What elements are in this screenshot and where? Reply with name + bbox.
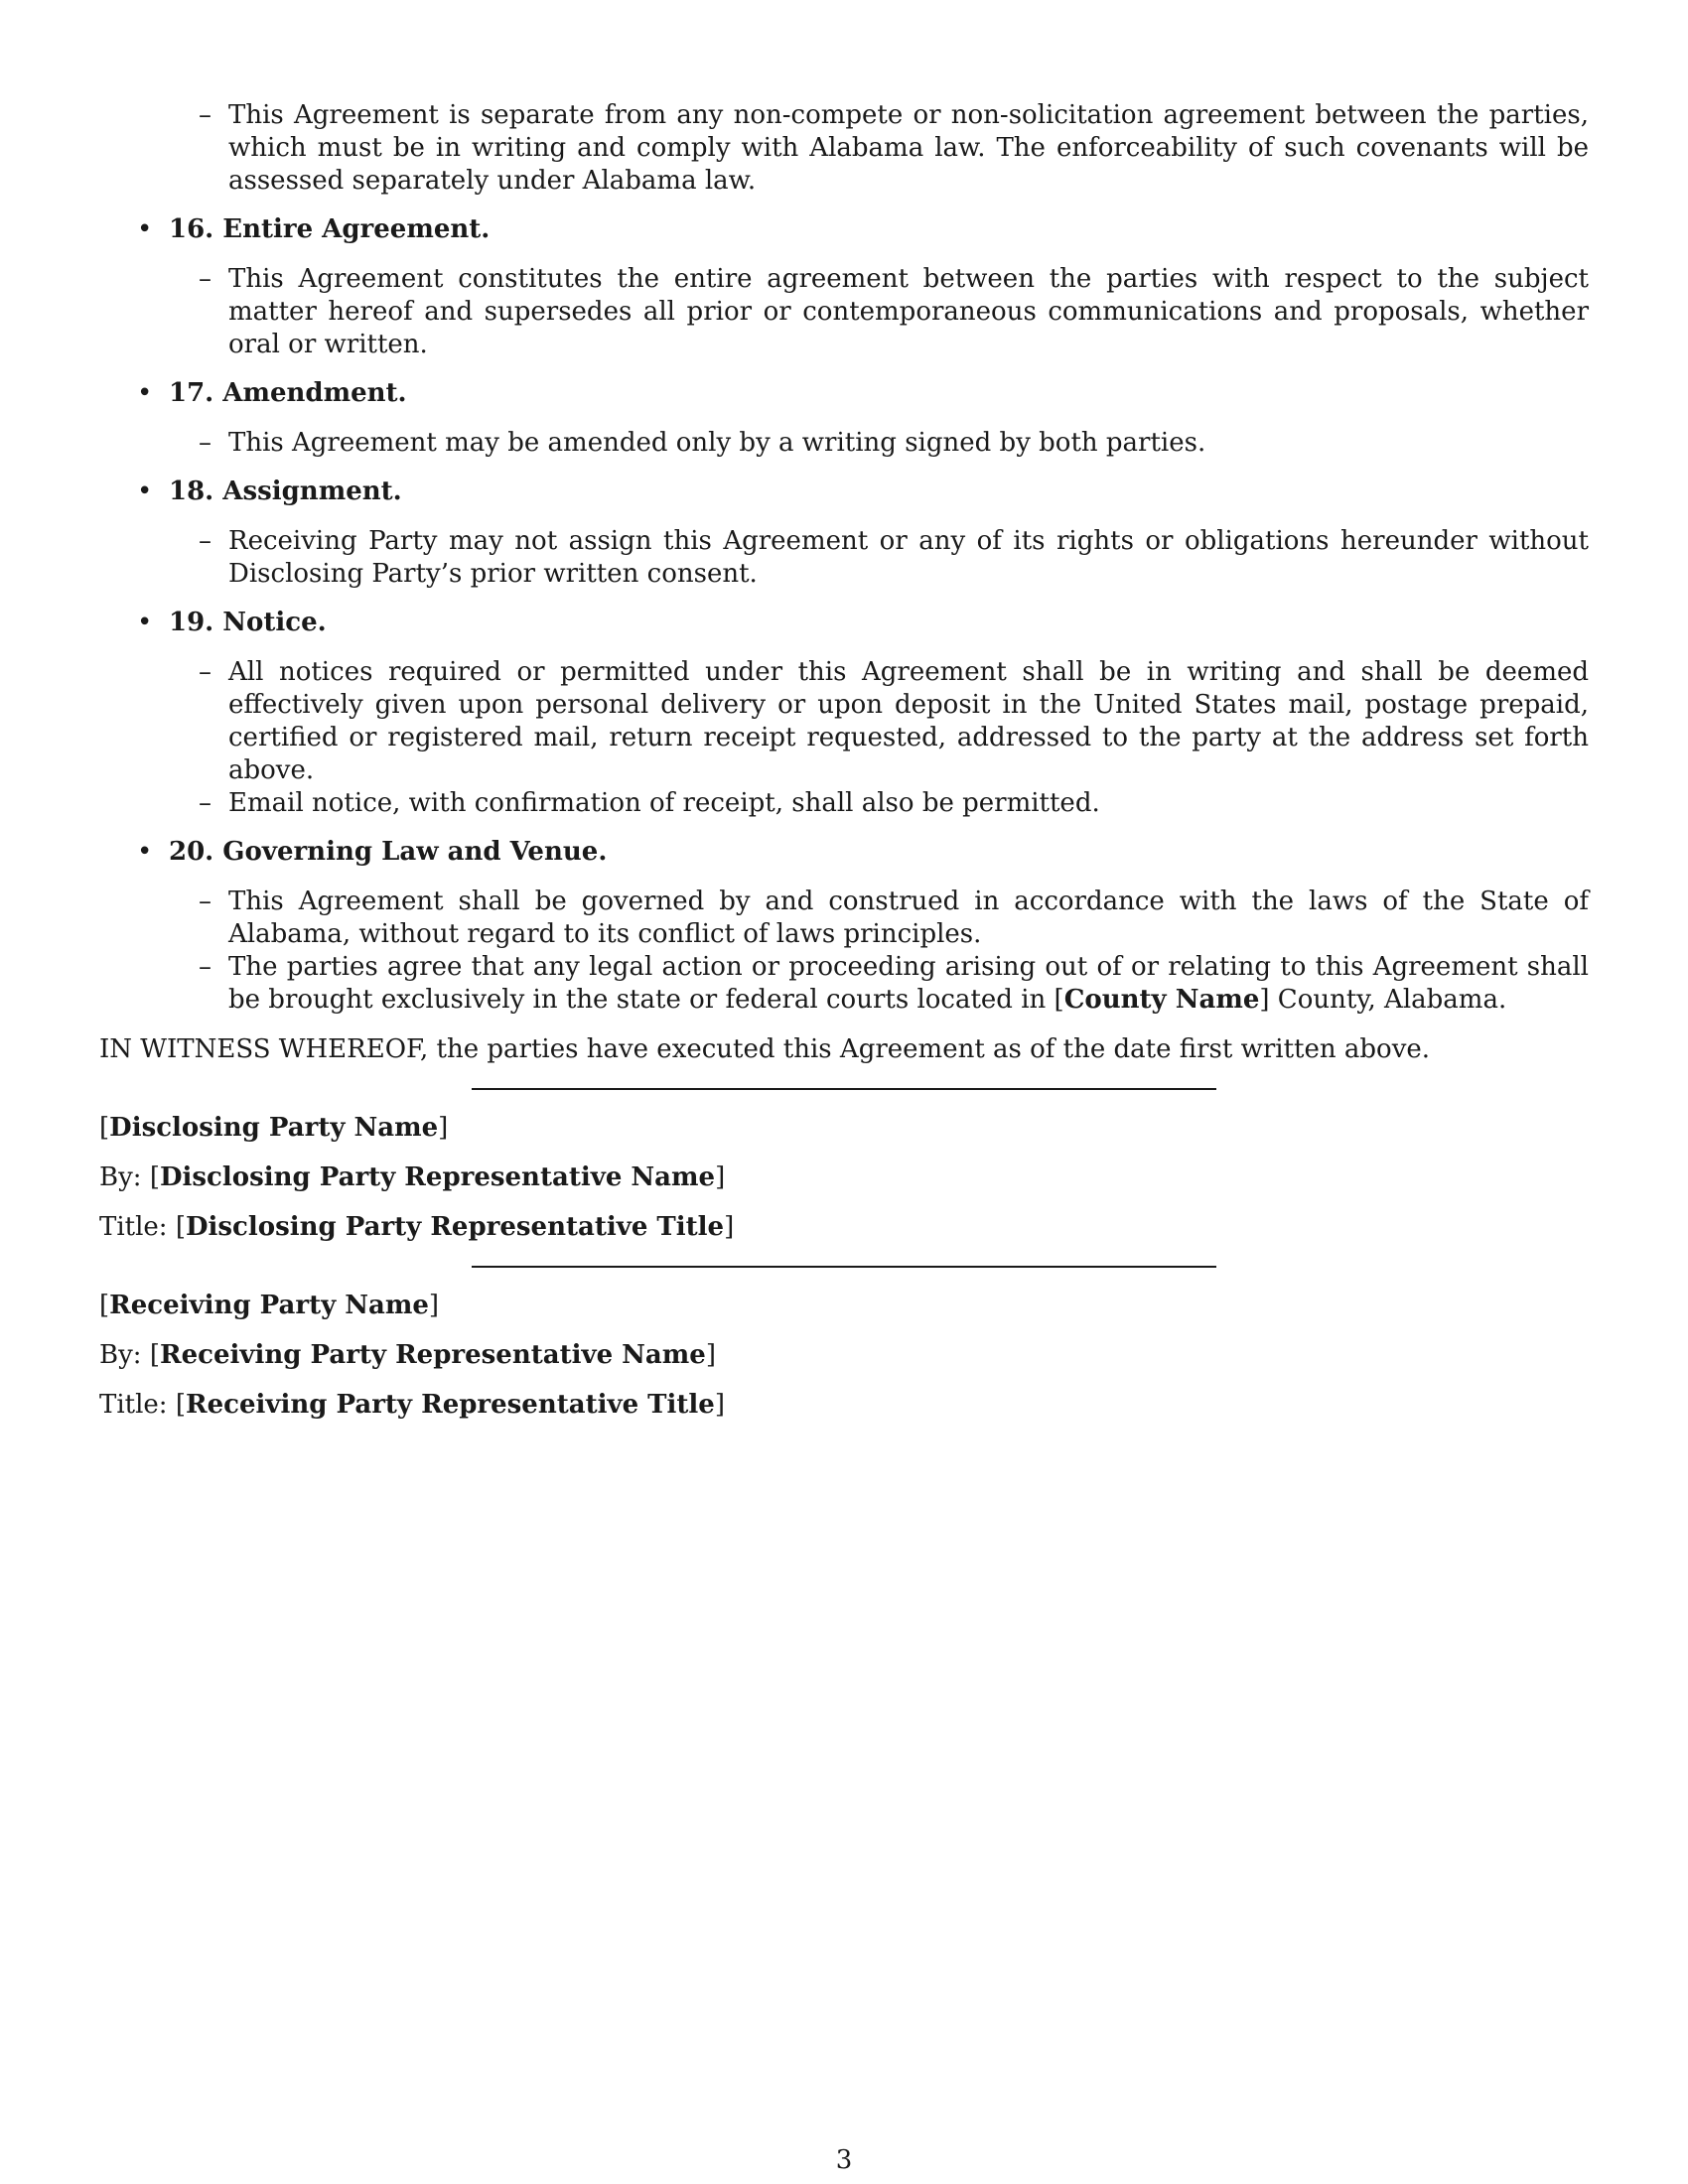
section-heading xyxy=(99,476,1589,508)
by-label: By: xyxy=(99,1162,142,1192)
disclosing-party-title: Title: [Disclosing Party Representative Title] xyxy=(99,1212,735,1242)
title-label: Title: xyxy=(99,1212,168,1242)
list-item xyxy=(99,951,1589,1017)
bullet-marker: • xyxy=(137,214,153,244)
section-heading xyxy=(99,213,1589,246)
receiving-party-title: Title: [Receiving Party Representative Title] xyxy=(99,1390,725,1420)
receiving-party-by: By: [Receiving Party Representative Name] xyxy=(99,1340,716,1370)
bracket-close: ] xyxy=(1259,985,1270,1015)
page-number: 3 xyxy=(835,2145,853,2175)
title-label: Title: xyxy=(99,1390,168,1420)
section-heading-text: 19. Notice. xyxy=(169,608,327,637)
section-heading-text: 17. Amendment. xyxy=(169,378,407,408)
bracket-open: [ xyxy=(1054,985,1064,1015)
disclosing-party-by: By: [Disclosing Party Representative Name] xyxy=(99,1162,726,1192)
receiving-rep-title-placeholder: Receiving Party Representative Title xyxy=(186,1390,715,1420)
list-item-text: Receiving Party may not assign this Agreement or any of its rights or obligations hereunder without Disclosing Party’s prior written consent. xyxy=(228,526,1589,589)
signature-line-receiving xyxy=(472,1266,1216,1268)
signature-line-disclosing xyxy=(472,1088,1216,1090)
dash-marker: – xyxy=(199,887,211,916)
county-name-placeholder: County Name xyxy=(1063,985,1260,1015)
disclosing-rep-title-placeholder: Disclosing Party Representative Title xyxy=(186,1212,725,1242)
list-item xyxy=(99,656,1589,787)
list-item-text: This Agreement constitutes the entire agreement between the parties with respect to the subject matter hereof and supersedes all prior or contemporaneous communications and proposals, whether oral or written. xyxy=(228,264,1589,359)
list-item-text: Email notice, with confirmation of receipt, shall also be permitted. xyxy=(228,788,1100,818)
bullet-marker: • xyxy=(137,837,153,867)
list-item xyxy=(99,427,1589,460)
dash-marker: – xyxy=(199,100,211,130)
list-item xyxy=(99,263,1589,361)
list-item-text: This Agreement is separate from any non-compete or non-solicitation agreement between the parties, which must be in writing and comply with Alabama law. The enforceability of such covenants will be assessed separately under Alabama law. xyxy=(228,100,1589,196)
witness-clause: IN WITNESS WHEREOF, the parties have executed this Agreement as of the date first written above. xyxy=(99,1034,1431,1064)
venue-text-after: County, Alabama. xyxy=(1269,985,1507,1015)
section-heading xyxy=(99,607,1589,639)
bullet-marker: • xyxy=(137,477,153,506)
dash-marker: – xyxy=(199,788,211,818)
dash-marker: – xyxy=(199,526,211,556)
venue-text-before: The parties agree that any legal action or proceeding arising out of or relating to this Agreement shall be brought exclusively in the state or federal courts located in xyxy=(228,952,1589,1015)
disclosing-rep-name-placeholder: Disclosing Party Representative Name xyxy=(159,1162,716,1192)
list-item-text: This Agreement may be amended only by a writing signed by both parties. xyxy=(228,428,1206,458)
document-page xyxy=(99,99,1589,1438)
disclosing-party-name: [Disclosing Party Name] xyxy=(99,1113,449,1143)
receiving-rep-name-placeholder: Receiving Party Representative Name xyxy=(159,1340,706,1370)
section-heading xyxy=(99,377,1589,410)
list-item-text: All notices required or permitted under this Agreement shall be in writing and shall be deemed effectively given upon personal delivery or upon deposit in the United States mail, postage prepaid, certified or registered mail, return receipt requested, addressed to the party at the address set forth above. xyxy=(228,657,1589,785)
by-label: By: xyxy=(99,1340,142,1370)
receiving-party-name-placeholder: Receiving Party Name xyxy=(109,1291,429,1320)
dash-marker: – xyxy=(199,952,211,982)
list-item xyxy=(99,99,1589,198)
disclosing-party-name-placeholder: Disclosing Party Name xyxy=(109,1113,439,1143)
section-heading xyxy=(99,836,1589,869)
dash-marker: – xyxy=(199,264,211,294)
section-heading-text: 20. Governing Law and Venue. xyxy=(169,837,608,867)
receiving-party-name: [Receiving Party Name] xyxy=(99,1291,440,1320)
dash-marker: – xyxy=(199,657,211,687)
list-item xyxy=(99,886,1589,951)
list-item xyxy=(99,787,1589,820)
section-heading-text: 16. Entire Agreement. xyxy=(169,214,491,244)
section-heading-text: 18. Assignment. xyxy=(169,477,402,506)
bullet-marker: • xyxy=(137,378,153,408)
list-item-text: This Agreement shall be governed by and construed in accordance with the laws of the State of Alabama, without regard to its conflict of laws principles. xyxy=(228,887,1589,949)
bullet-marker: • xyxy=(137,608,153,637)
list-item xyxy=(99,525,1589,591)
dash-marker: – xyxy=(199,428,211,458)
